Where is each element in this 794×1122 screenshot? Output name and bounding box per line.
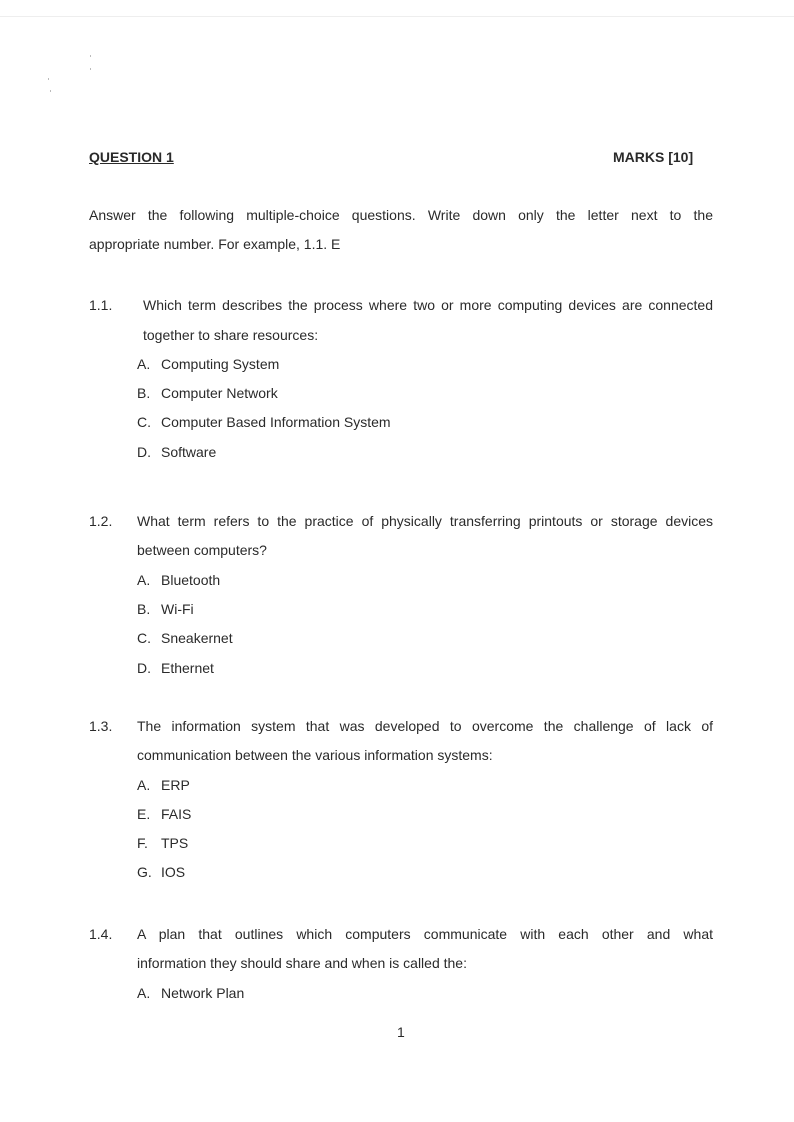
scan-edge — [0, 16, 794, 17]
option-letter: D. — [137, 444, 151, 460]
option-letter: C. — [137, 414, 151, 430]
option-letter: C. — [137, 630, 151, 646]
option-text: Network Plan — [161, 985, 245, 1001]
question-text: A plan that outlines which computers communicate with each other and what — [137, 926, 713, 942]
question-number: 1.3. — [89, 718, 113, 734]
scan-speck — [48, 78, 49, 80]
option-text: Ethernet — [161, 660, 214, 676]
option-text: TPS — [161, 835, 189, 851]
question-text: between computers? — [137, 542, 267, 558]
question-text: together to share resources: — [143, 327, 319, 343]
option-letter: A. — [137, 985, 151, 1001]
option-text: Computer Based Information System — [161, 414, 391, 430]
option-letter: E. — [137, 806, 151, 822]
option-letter: A. — [137, 572, 151, 588]
option-text: Bluetooth — [161, 572, 221, 588]
page-number: 1 — [397, 1024, 405, 1040]
scan-speck — [50, 90, 51, 92]
question-number: 1.1. — [89, 297, 113, 313]
scan-speck — [90, 68, 91, 70]
option-letter: A. — [137, 777, 151, 793]
option-text: Wi-Fi — [161, 601, 194, 617]
marks-label: MARKS [10] — [613, 149, 694, 165]
option-text: Computer Network — [161, 385, 278, 401]
option-text: Software — [161, 444, 217, 460]
option-letter: F. — [137, 835, 148, 851]
option-letter: D. — [137, 660, 151, 676]
question-text: Which term describes the process where two or more computing devices are connected — [143, 297, 713, 313]
question-text: information they should share and when is called the: — [137, 955, 467, 971]
option-text: ERP — [161, 777, 190, 793]
question-number: 1.2. — [89, 513, 113, 529]
instructions-line: appropriate number. For example, 1.1. E — [89, 236, 341, 252]
option-letter: B. — [137, 601, 151, 617]
question-number: 1.4. — [89, 926, 113, 942]
scan-speck — [90, 55, 91, 57]
instructions-line: Answer the following multiple-choice questions. Write down only the letter next to the — [89, 207, 713, 223]
question-text: The information system that was developed to overcome the challenge of lack of — [137, 718, 713, 734]
question-title: QUESTION 1 — [89, 149, 174, 165]
option-text: FAIS — [161, 806, 192, 822]
option-text: Sneakernet — [161, 630, 233, 646]
question-text: What term refers to the practice of physically transferring printouts or storage devices — [137, 513, 713, 529]
option-text: IOS — [161, 864, 186, 880]
option-text: Computing System — [161, 356, 280, 372]
option-letter: B. — [137, 385, 151, 401]
option-letter: A. — [137, 356, 151, 372]
question-text: communication between the various information systems: — [137, 747, 493, 763]
option-letter: G. — [137, 864, 152, 880]
